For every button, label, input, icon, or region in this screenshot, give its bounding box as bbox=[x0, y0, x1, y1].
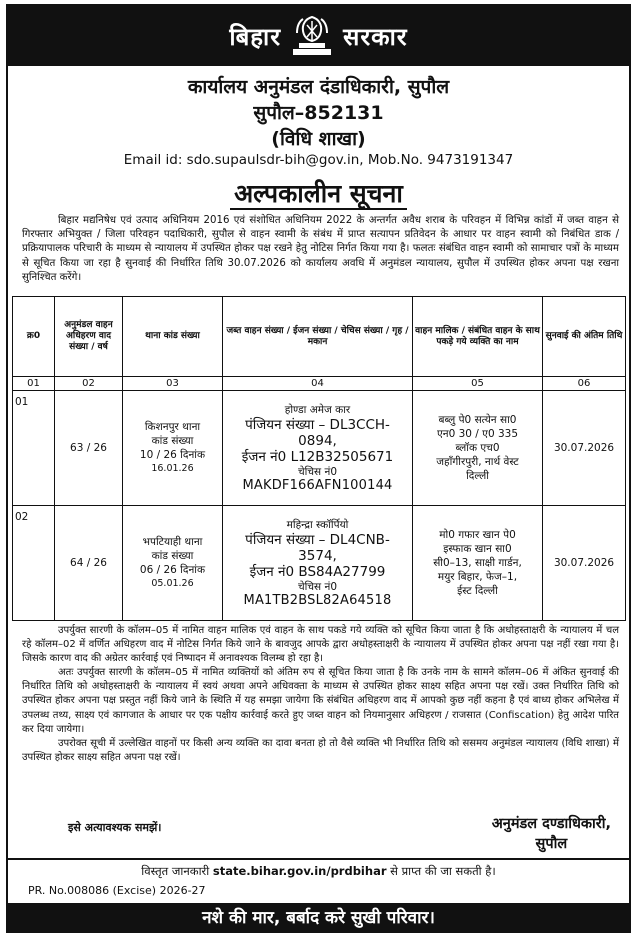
th-date: सुनवाई की अंतिम तिथि bbox=[543, 297, 626, 377]
office-pin: सुपौल–852131 bbox=[253, 102, 384, 124]
owner-line: ब्लॉक एच0 bbox=[455, 442, 500, 454]
notice-title-text: अल्पकालीन सूचना bbox=[230, 179, 407, 210]
thana-line: 06 / 26 दिनांक bbox=[139, 564, 206, 576]
signature-block bbox=[492, 814, 611, 854]
chassis-label: चेचिस नं0 bbox=[298, 466, 337, 478]
owner-line: बब्लु पे0 सत्येन सा0 bbox=[438, 414, 517, 426]
th-owner: वाहन मालिक / संबंधित वाहन के साथ पकड़े गये व्यक्ति का नाम bbox=[413, 297, 543, 377]
col-number: 04 bbox=[223, 377, 413, 391]
chassis-number: MAKDF166AFN100144 bbox=[242, 478, 393, 493]
row-serial: 02 bbox=[13, 506, 55, 621]
office-name: कार्यालय अनुमंडल दंडाधिकारी, सुपौल bbox=[187, 76, 450, 98]
thana-line: 10 / 26 दिनांक bbox=[139, 449, 206, 461]
owner-line: मो0 गफार खान पे0 bbox=[439, 529, 516, 541]
bihar-emblem-icon bbox=[291, 13, 333, 59]
contact-line: Email id: sdo.supaulsdr-bih@gov.in, Mob.No. 9473191347 bbox=[123, 152, 514, 168]
row-case: 63 / 26 bbox=[55, 391, 123, 506]
reg-label: पंजियन संख्या – bbox=[245, 532, 326, 548]
table-number-row bbox=[13, 377, 626, 391]
paragraph-3: उपरोक्त सूची में उल्लेखित वाहनों पर किसी अन्य व्यक्ति का दावा बनता हो तो वैसे व्यक्ति भी निर्धारित तिथि को ससमय अनुमंडल न्यायालय (विधि शाखा) में उपस्थित होकर साक्ष्य सहित अपना पक्ष रखें। bbox=[22, 737, 619, 763]
engine-label: ईजन नं0 bbox=[241, 449, 287, 465]
vehicle-name: होण्डा अमेज कार bbox=[284, 404, 351, 416]
header-left-word: बिहार bbox=[229, 22, 282, 51]
owner-line: मयुर बिहार, फेज–1, bbox=[437, 571, 518, 583]
thana-line: कांड संख्या bbox=[151, 435, 194, 447]
th-thana: थाना कांड संख्या bbox=[123, 297, 223, 377]
owner-line: ईस्ट दिल्ली bbox=[457, 585, 498, 597]
divider bbox=[8, 858, 629, 860]
reg-label: पंजियन संख्या – bbox=[245, 417, 326, 433]
th-case: अनुमंडल वाहन अधिहरण वाद संख्या / वर्ष bbox=[55, 297, 123, 377]
office-block bbox=[8, 74, 629, 152]
owner-line: जहाँगीरपुरी, नार्थ वेस्ट bbox=[436, 456, 519, 468]
header-right-word: सरकार bbox=[343, 22, 408, 51]
row-hearing-date: 30.07.2026 bbox=[543, 506, 626, 621]
body-paragraphs bbox=[22, 624, 619, 765]
info-prefix: विस्तृत जानकारी bbox=[141, 864, 210, 878]
urgent-note: इसे अत्यावश्यक समझें। bbox=[68, 821, 162, 834]
owner-line: सी0–13, साक्षी गार्डन, bbox=[433, 557, 522, 569]
reg-number: DL3CCH- bbox=[329, 417, 390, 433]
row-case: 64 / 26 bbox=[55, 506, 123, 621]
reg-number: DL4CNB- bbox=[329, 532, 390, 548]
thana-date: 16.01.26 bbox=[151, 463, 194, 474]
reg-number-cont: 3574, bbox=[298, 548, 337, 564]
signature-place: सुपौल bbox=[535, 836, 568, 852]
chassis-label: चेचिस नं0 bbox=[298, 581, 337, 593]
paragraph-1: उपर्युक्त सारणी के कॉलम–05 में नामित वाहन मालिक एवं वाहन के साथ पकडे गये व्यक्ति को सूचित किया जाता है कि अधोहस्ताक्षरी के न्यायालय में चल रहे कॉलम–02 में वर्णित अधिहरण वाद में नोटिस निर्गत किये जाने के बावजुद आपके द्वारा अधोहस्ताक्षरी के न्यायालय में उपस्थित होकर अपना पक्ष नहीं रखा गया है। जिसके कारण वाद की अग्रेतर कार्रवाई एवं निष्पादन में अनावश्यक विलम्ब हो रहा है। bbox=[22, 625, 619, 665]
reg-number-cont: 0894, bbox=[298, 433, 337, 449]
col-number: 02 bbox=[55, 377, 123, 391]
header-bar bbox=[8, 6, 629, 66]
col-number: 03 bbox=[123, 377, 223, 391]
vehicle-name: महिन्द्रा स्कॉर्पियो bbox=[286, 519, 349, 531]
row-thana bbox=[123, 506, 223, 621]
thana-date: 05.01.26 bbox=[151, 578, 194, 589]
info-line bbox=[8, 864, 629, 879]
th-vehicle: जब्त वाहन संख्या / ईजन संख्या / चेचिस संख्या / गृह / मकान bbox=[223, 297, 413, 377]
col-number: 05 bbox=[413, 377, 543, 391]
office-branch: (विधि शाखा) bbox=[271, 128, 366, 150]
row-owner bbox=[413, 506, 543, 621]
signature-title: अनुमंडल दण्डाधिकारी, bbox=[491, 816, 611, 832]
chassis-number: MA1TB2BSL82A64518 bbox=[243, 593, 392, 608]
thana-line: किशनपुर थाना bbox=[144, 421, 201, 433]
table-row bbox=[13, 506, 626, 621]
pr-number: PR. No.008086 (Excise) 2026-27 bbox=[28, 884, 206, 897]
row-serial: 01 bbox=[13, 391, 55, 506]
owner-line: एन0 30 / ए0 335 bbox=[436, 428, 519, 440]
col-number: 01 bbox=[13, 377, 55, 391]
engine-number: L12B32505671 bbox=[290, 449, 394, 465]
row-hearing-date: 30.07.2026 bbox=[543, 391, 626, 506]
paragraph-2: अतः उपर्युक्त सारणी के कॉलम–05 में नामित व्यक्तियों को अंतिम रुप से सूचित किया जाता है कि उनके नाम के सामने कॉलम–06 में अंकित सुनवाई की निर्धारित तिथि को अधोहस्ताक्षरी के न्यायालय में स्वयं अथवा अपने अधिवक्ता के माध्यम से उपस्थित होकर साक्ष्य सहित अपना पक्ष रखें। उक्त निर्धारित तिथि को उपस्थित होकर अपना पक्ष प्रस्तुत नहीं किये जाने के स्थिति में यह समझा जायेगा कि संबंधित अधिहरण वाद में आपको कुछ नहीं कहना है एवं बाध्य होकर अभिलेख में उपलब्ध तथ्य, साक्ष्य एवं कागजात के आधार पर एक पक्षीय कार्रवाई करते हुए जब्त वाहन को नियमानुसार अधिहरण / राजसात (Confiscation) हेतु आदेश पारित कर दिया जायेगा। bbox=[22, 667, 619, 735]
col-number: 06 bbox=[543, 377, 626, 391]
table-row bbox=[13, 391, 626, 506]
thana-line: कांड संख्या bbox=[151, 550, 194, 562]
info-suffix: से प्राप्त की जा सकती है। bbox=[390, 864, 496, 878]
row-vehicle bbox=[223, 506, 413, 621]
notice-page bbox=[6, 4, 631, 933]
intro-paragraph: बिहार मद्यनिषेध एवं उत्पाद अधिनियम 2016 एवं संशोधित अधिनियम 2022 के अन्तर्गत अवैध शराब के परिवहन में विभिन्न कांडों में जब्त वाहन से गिरफ्तार अभियुक्त / जिला परिवहन पदाधिकारी, सुपौल से वाहन स्वामी के संबंध में प्राप्त सत्यापन प्रतिवेदन के आधार पर वाहन स्वामी को निबंधित डाक / प्रक्रियापालक परिचारी के माध्यम से न्यायालय में उपस्थित होकर पक्ष रखने हेतु नोटिस निर्गत किया गया है। फलतः संबंधित वाहन स्वामी को सामाचार पत्रों के माध्यम से सूचित किया जा रहा है सुनवाई की निर्धारित तिथि 30.07.2026 को कार्यालय अवधि में अनुमंडल न्यायालय, सुपौल में उपस्थित होकर अपना पक्ष रखना सुनिश्चित करेंगे। bbox=[22, 215, 619, 283]
row-vehicle bbox=[223, 391, 413, 506]
thana-line: भपटियाही थाना bbox=[142, 536, 203, 548]
notice-title bbox=[8, 176, 629, 210]
row-owner bbox=[413, 391, 543, 506]
engine-label: ईजन नं0 bbox=[249, 564, 295, 580]
footer-slogan: नशे की मार, बर्बाद करे सुखी परिवार। bbox=[8, 903, 629, 933]
th-serial: क्र0 bbox=[13, 297, 55, 377]
owner-line: दिल्ली bbox=[466, 470, 489, 482]
table-header-row bbox=[13, 297, 626, 377]
owner-line: इस्फाक खान सा0 bbox=[443, 543, 512, 555]
info-website-link[interactable]: state.bihar.gov.in/prdbihar bbox=[212, 864, 387, 878]
engine-number: BS84A27799 bbox=[298, 564, 386, 580]
vehicle-table bbox=[12, 296, 626, 621]
row-thana bbox=[123, 391, 223, 506]
